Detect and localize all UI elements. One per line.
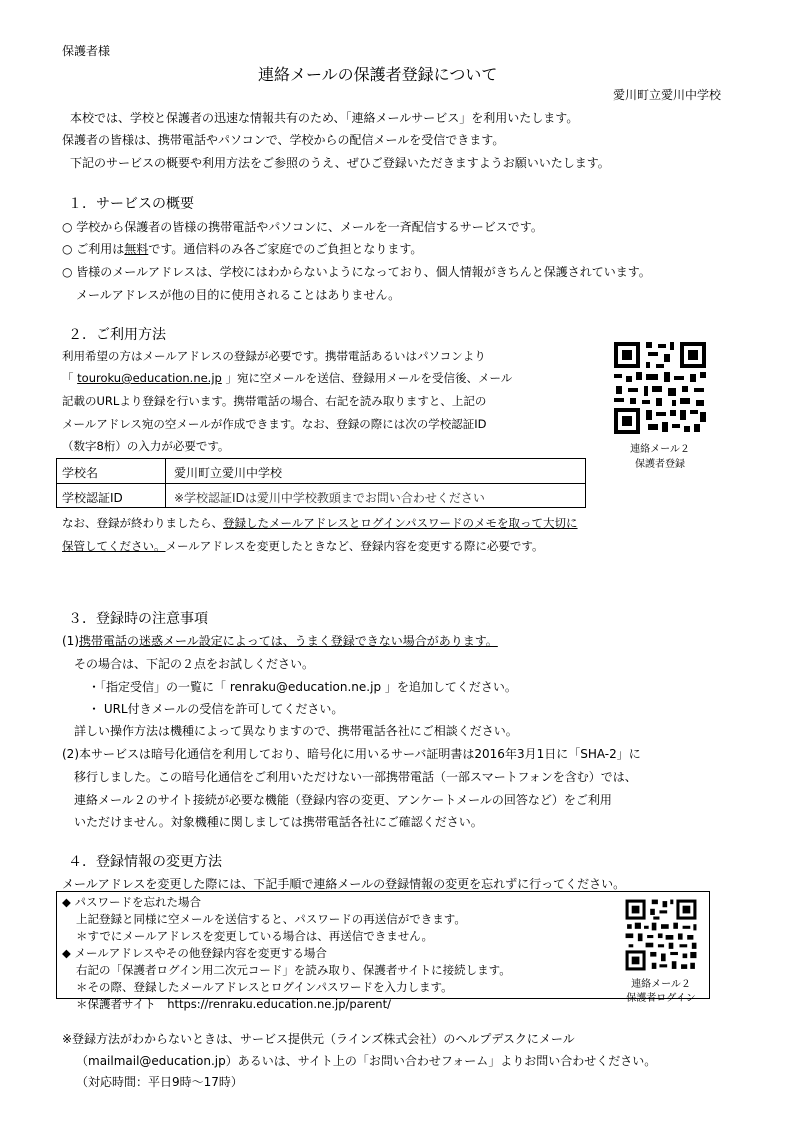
footer-line-3: （対応時間：平日9時～17時）: [76, 1075, 243, 1089]
box-change-line-3: ＊保護者サイト https://renraku.education.ne.jp/parent/: [76, 997, 391, 1011]
section4-lead: メールアドレスを変更した際には、下記手順で連絡メールの登録情報の変更を忘れずに行ってください。: [62, 877, 626, 891]
footer-line-1: ※登録方法がわからないときは、サービス提供元（ラインズ株式会社）のヘルプデスクにメール: [62, 1032, 575, 1046]
section1-bullet-1: ○ 学校から保護者の皆様の携帯電話やパソコンに、メールを一斉配信するサービスです。: [62, 220, 543, 234]
school-name: 愛川町立愛川中学校: [613, 88, 722, 102]
box-change-line-2: ＊その際、登録したメールアドレスとログインパスワードを入力します。: [76, 980, 453, 994]
registration-qr-caption-2: 保護者登録: [635, 459, 685, 470]
section3-p2-b: 移行しました。この暗号化通信をご利用いただけない一部携帯電話（一部スマートフォンを含む）では、: [74, 770, 637, 784]
section3-p2-d: いただけません。対象機種に関しましては携帯電話各社にご確認ください。: [74, 815, 483, 829]
table-value-auth-id: ※学校認証IDは愛川中学校教頭までお問い合わせください: [174, 491, 485, 505]
box-bullet-password: ◆ パスワードを忘れた場合: [62, 895, 201, 909]
footer-line-2: （mailmail@education.jp）あるいは、サイト上の「お問い合わせフォーム」よりお問い合わせください。: [76, 1054, 657, 1068]
table-value-school: 愛川町立愛川中学校: [174, 466, 283, 480]
intro-line-1: 本校では、学校と保護者の迅速な情報共有のため、「連絡メールサービス」を利用いたします。: [70, 111, 579, 125]
intro-line-2: 保護者の皆様は、携帯電話やパソコンで、学校からの配信メールを受信できます。: [62, 133, 505, 147]
box-change-line-1: 右記の「保護者ログイン用二次元コード」を読み取り、保護者サイトに接続します。: [76, 963, 511, 977]
section3-p2-c: 連絡メール２のサイト接続が必要な機能（登録内容の変更、アンケートメールの回答など）をご利用: [74, 793, 612, 807]
login-qr-code: [624, 898, 698, 972]
section2-line-4: メールアドレス宛の空メールが作成できます。なお、登録の際には次の学校認証ID: [62, 417, 487, 431]
box-password-line-1: 上記登録と同様に空メールを送信すると、パスワードの再送信ができます。: [76, 912, 466, 926]
box-password-line-2: ＊すでにメールアドレスを変更している場合は、再送信できません。: [76, 929, 433, 943]
section2-after-line-1: なお、登録が終わりましたら、登録したメールアドレスとログインパスワードのメモを取って大切に: [62, 516, 578, 530]
table-row-divider: [56, 483, 586, 484]
section2-line-1: 利用希望の方はメールアドレスの登録が必要です。携帯電話あるいはパソコンより: [62, 349, 486, 363]
registration-qr-caption-1: 連絡メール２: [630, 444, 690, 455]
section1-bullet-2: ○ ご利用は無料です。通信料のみ各ご家庭でのご負担となります。: [62, 242, 423, 256]
table-col-divider: [165, 458, 166, 508]
login-qr-caption-1: 連絡メール２: [631, 979, 691, 990]
registration-email-link[interactable]: touroku@education.ne.jp: [77, 371, 222, 385]
registration-qr-code: [612, 340, 708, 436]
section3-p1-d: 詳しい操作方法は機種によって異なりますので、携帯電話各社にご相談ください。: [74, 724, 518, 738]
section1-heading: １．サービスの概要: [68, 196, 194, 212]
table-label-auth-id: 学校認証ID: [62, 491, 123, 505]
section3-p1-a: その場合は、下記の２点をお試しください。: [74, 657, 315, 671]
section3-p1: (1)携帯電話の迷惑メール設定によっては、うまく登録できない場合があります。: [62, 634, 498, 648]
section1-bullet-3: ○ 皆様のメールアドレスは、学校にはわからないようになっており、個人情報がきちんと保護されています。: [62, 265, 651, 279]
section2-line-2: 「 touroku@education.ne.jp 」宛に空メールを送信、登録用メールを受信後、メール: [62, 371, 513, 385]
intro-line-3: 下記のサービスの概要や利用方法をご参照のうえ、ぜひご登録いただきますようお願いいたします。: [70, 156, 610, 170]
page-title: 連絡メールの保護者登録について: [258, 65, 498, 84]
section3-p1-b: ・「指定受信」の一覧に「 renraku@education.ne.jp 」を追加してください。: [88, 680, 517, 694]
table-label-school: 学校名: [62, 466, 99, 480]
section3-p2-a: (2)本サービスは暗号化通信を利用しており、暗号化に用いるサーバ証明書は2016年3月1日に「SHA-2」に: [62, 747, 641, 761]
section2-line-3: 記載のURLより登録を行います。携帯電話の場合、右記を読み取りますと、上記の: [62, 394, 487, 408]
section1-bullet-3-cont: メールアドレスが他の目的に使用されることはありません。: [76, 288, 401, 302]
section2-line-5: （数字8桁）の入力が必要です。: [62, 439, 230, 453]
addressee: 保護者様: [62, 44, 111, 58]
box-bullet-change: ◆ メールアドレスやその他登録内容を変更する場合: [62, 946, 327, 960]
section4-heading: ４．登録情報の変更方法: [68, 854, 222, 870]
section3-heading: ３．登録時の注意事項: [68, 611, 208, 627]
login-qr-caption-2: 保護者ログイン: [626, 993, 696, 1004]
section2-after-line-2: 保管してください。メールアドレスを変更したときなど、登録内容を変更する際に必要です。: [62, 539, 544, 553]
section2-heading: ２．ご利用方法: [68, 327, 166, 343]
section3-p1-c: ・ URL付きメールの受信を許可してください。: [88, 702, 344, 716]
